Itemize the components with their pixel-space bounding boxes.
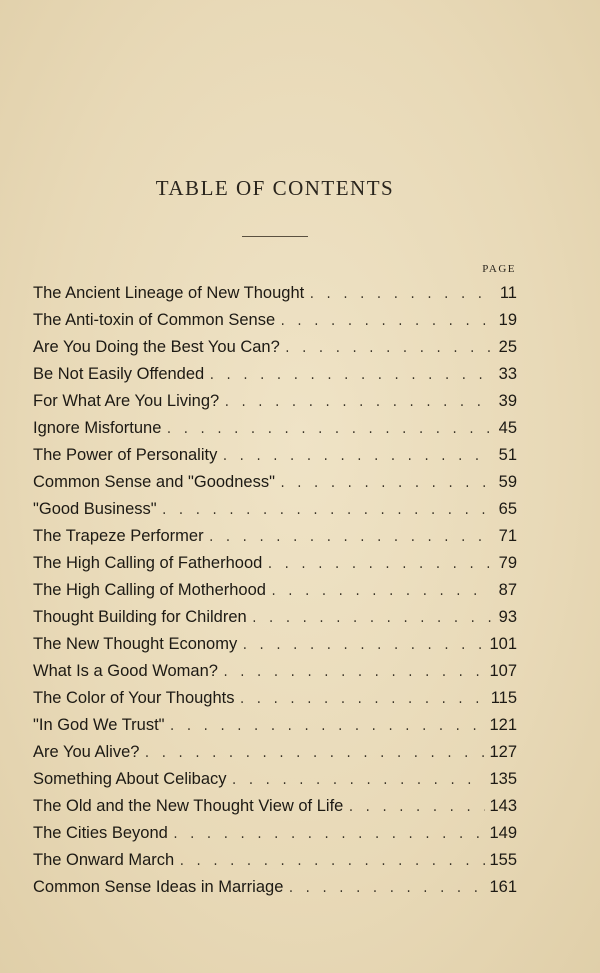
toc-entry-title: The Power of Personality [33,446,218,464]
toc-entry [33,496,517,523]
toc-entry [33,361,517,388]
toc-entry-page: 33 [498,365,517,383]
dot-leader [270,579,491,606]
dot-leader [221,444,491,471]
dot-leader [284,336,491,363]
toc-entry-title: The High Calling of Fatherhood [33,554,263,572]
toc-entry-page: 25 [498,338,517,356]
dot-leader [172,822,486,849]
toc-entry-page: 161 [489,878,517,896]
toc-entry-page: 127 [489,743,517,761]
dot-leader [165,417,491,444]
dot-leader [251,606,491,633]
toc-entry [33,874,517,901]
toc-entry-page: 11 [499,284,517,302]
toc-entry-page: 107 [489,662,517,680]
toc-entry-title: The Trapeze Performer [33,527,204,545]
toc-entry [33,685,517,712]
toc-entry-page: 143 [489,797,517,815]
toc-entry-page: 59 [498,473,517,491]
toc-entry-title: "In God We Trust" [33,716,165,734]
toc-entry [33,712,517,739]
toc-entry [33,442,517,469]
dot-leader [223,390,491,417]
toc-entry [33,631,517,658]
dot-leader [222,660,486,687]
toc-entry-title: Are You Doing the Best You Can? [33,338,280,356]
toc-entry-title: Are You Alive? [33,743,140,761]
toc-entry [33,388,517,415]
toc-entry [33,820,517,847]
toc-entry-page: 87 [498,581,517,599]
dot-leader [161,498,491,525]
toc-entry [33,523,517,550]
dot-leader [169,714,486,741]
toc-entry [33,469,517,496]
toc-entry-title: "Good Business" [33,500,157,518]
dot-leader [308,282,491,309]
toc-entry [33,604,517,631]
toc-entry-page: 121 [489,716,517,734]
dot-leader [208,363,491,390]
toc-entry [33,307,517,334]
toc-entry-page: 19 [498,311,517,329]
toc-entry-title: The Old and the New Thought View of Life [33,797,344,815]
toc-entry-title: Be Not Easily Offended [33,365,205,383]
toc-entry-page: 93 [498,608,517,626]
toc-entry [33,658,517,685]
dot-leader [208,525,491,552]
dot-leader [241,633,485,660]
toc-entry-page: 115 [490,689,517,707]
dot-leader [287,876,485,903]
toc-entry-page: 65 [498,500,517,518]
toc-entry-title: The Onward March [33,851,175,869]
toc-entry-title: The New Thought Economy [33,635,238,653]
toc-entry-title: Ignore Misfortune [33,419,162,437]
toc-entry-page: 135 [489,770,517,788]
toc-list [33,280,517,901]
page-column-header: PAGE [482,263,516,275]
toc-entry-page: 71 [498,527,517,545]
page-title: TABLE OF CONTENTS [155,176,395,200]
toc-entry [33,280,517,307]
toc-entry-title: The Cities Beyond [33,824,168,842]
title-divider [242,236,308,237]
toc-entry-page: 149 [489,824,517,842]
toc-entry-title: The High Calling of Motherhood [33,581,266,599]
toc-entry [33,334,517,361]
toc-entry-title: The Color of Your Thoughts [33,689,235,707]
dot-leader [231,768,486,795]
dot-leader [143,741,485,768]
toc-entry-page: 45 [498,419,517,437]
toc-entry-page: 155 [489,851,517,869]
toc-entry-title: Something About Celibacy [33,770,227,788]
toc-entry-title: For What Are You Living? [33,392,220,410]
dot-leader [178,849,485,876]
toc-entry-page: 79 [498,554,517,572]
toc-entry [33,550,517,577]
toc-entry-title: The Ancient Lineage of New Thought [33,284,305,302]
toc-entry [33,766,517,793]
toc-entry-title: Common Sense Ideas in Marriage [33,878,284,896]
toc-entry-page: 39 [498,392,517,410]
toc-entry-title: The Anti-toxin of Common Sense [33,311,276,329]
toc-entry-page: 51 [498,446,517,464]
toc-entry-title: Common Sense and "Goodness" [33,473,275,491]
toc-entry [33,577,517,604]
toc-entry-page: 101 [489,635,517,653]
toc-entry [33,847,517,874]
toc-entry-title: Thought Building for Children [33,608,247,626]
dot-leader [266,552,491,579]
dot-leader [279,471,491,498]
toc-entry [33,739,517,766]
toc-entry [33,415,517,442]
dot-leader [239,687,487,714]
dot-leader [279,309,491,336]
toc-entry-title: What Is a Good Woman? [33,662,218,680]
dot-leader [347,795,485,822]
toc-entry [33,793,517,820]
